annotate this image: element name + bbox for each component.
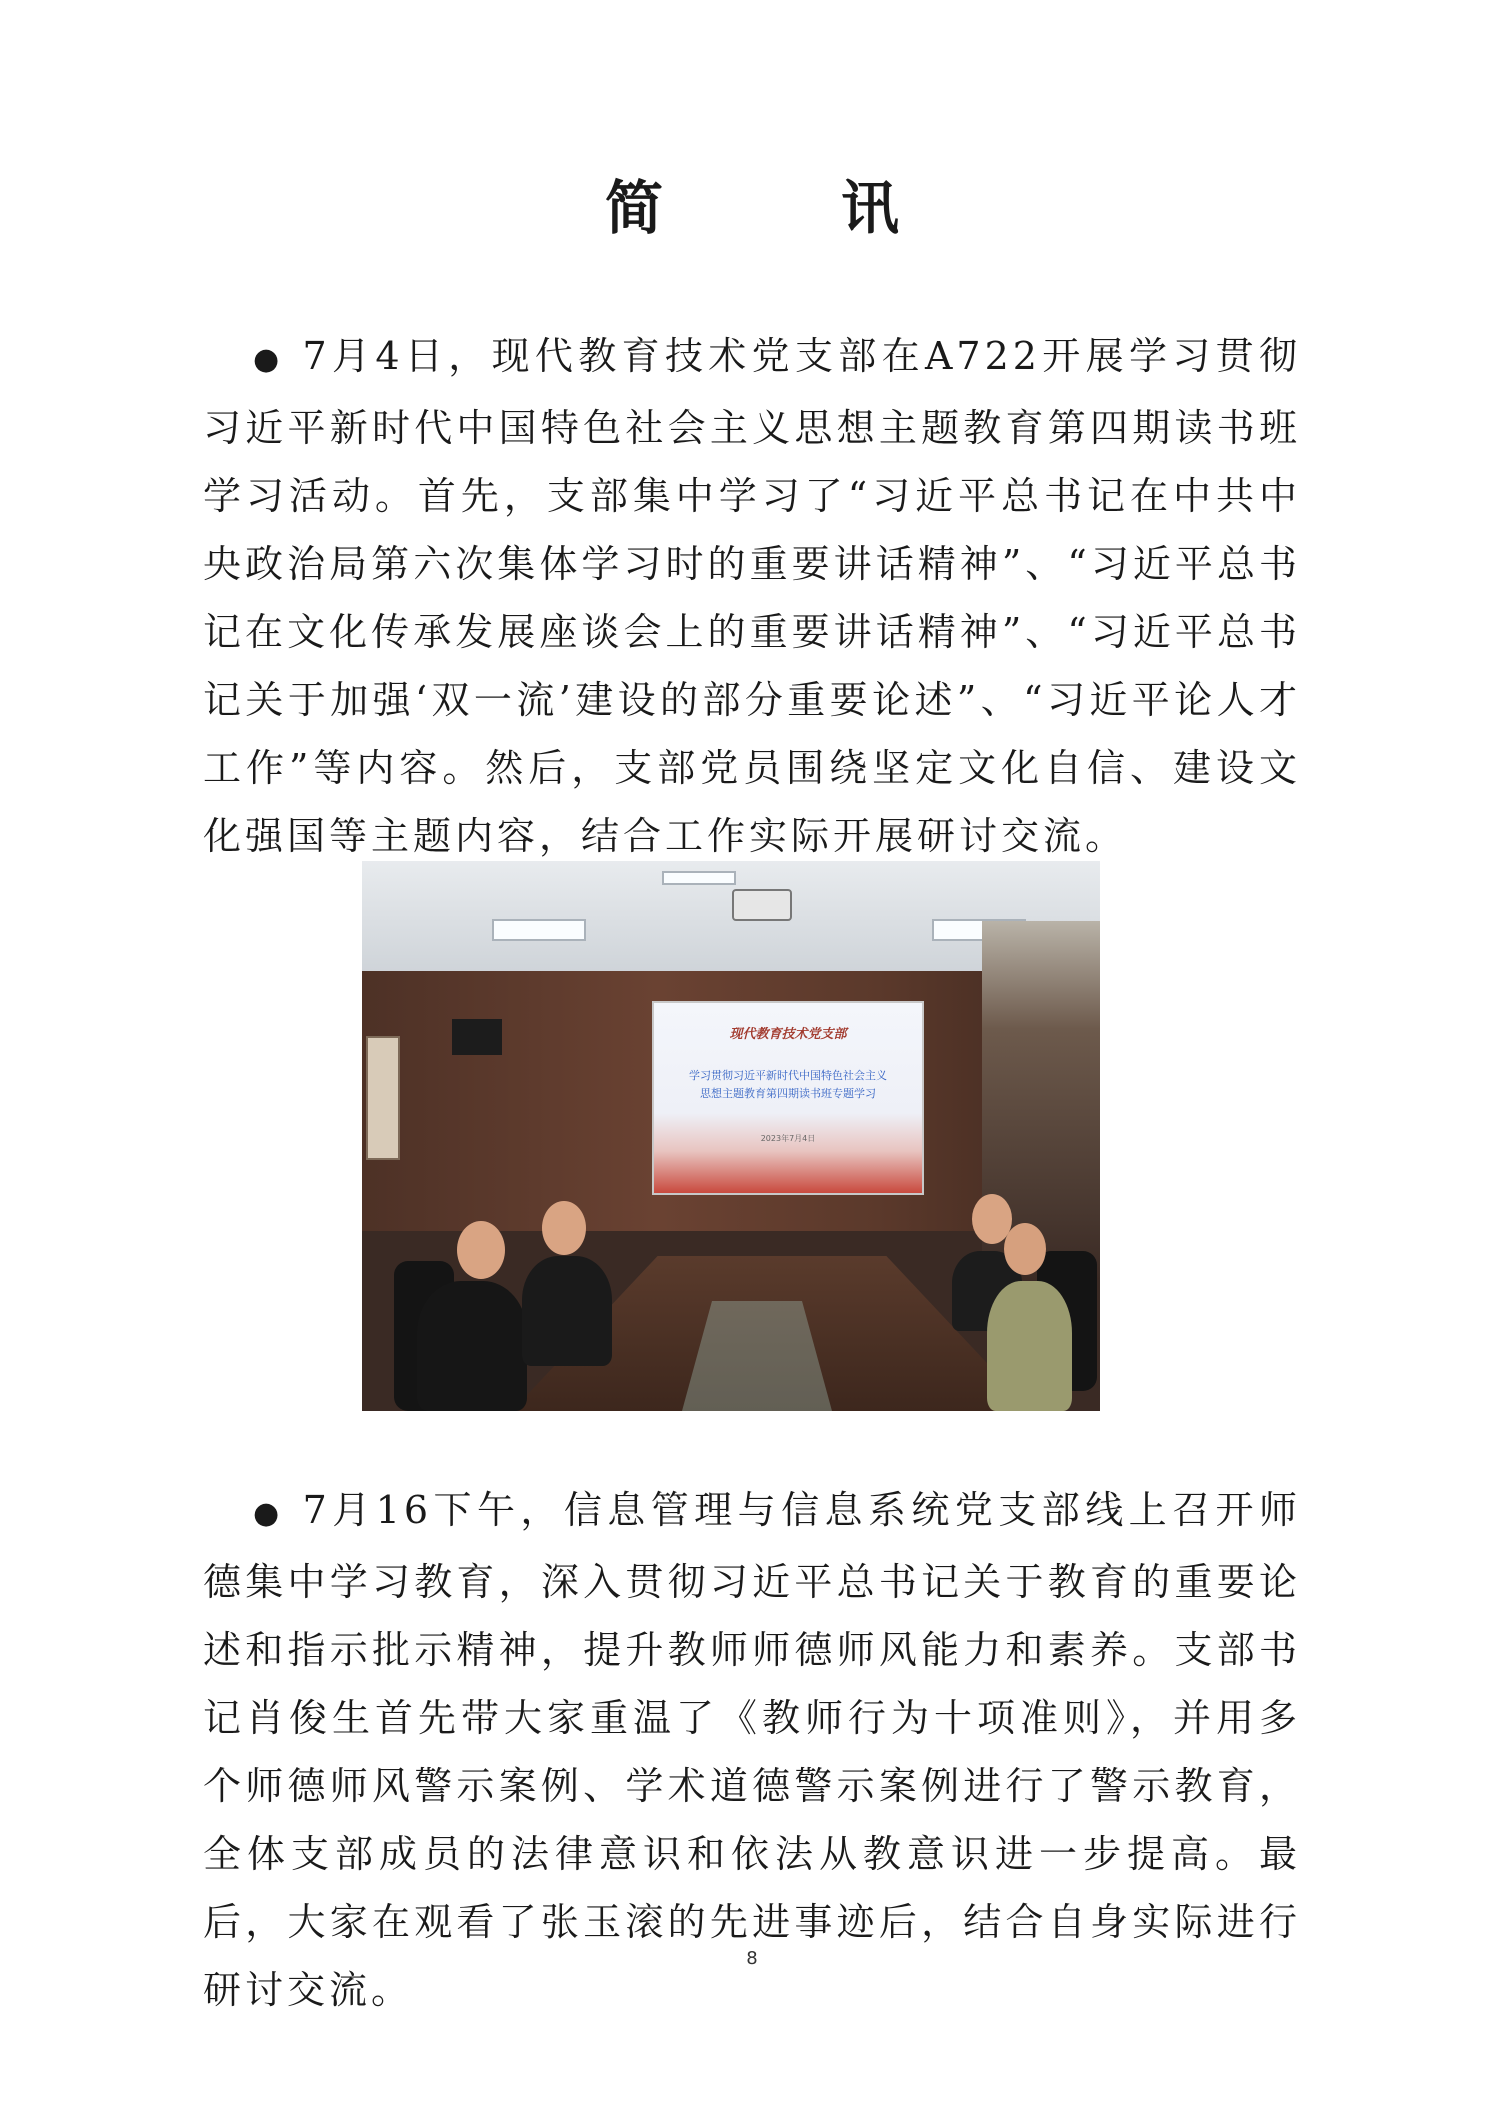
screen-text: [654, 1067, 922, 1103]
projection-screen: [652, 1001, 924, 1195]
speaker-icon: [452, 1019, 502, 1055]
person: [522, 1256, 612, 1366]
paragraph-text: 7月4日，现代教育技术党支部在A722开展学习贯彻习近平新时代中国特色社会主义思想主题教育第四期读书班学习活动。首先，支部集中学习了“习近平总书记在中共中央政治局第六次集体学习时的重要讲话精神”、“习近平总书记在文化传承发展座谈会上的重要讲话精神”、“习近平总书记关于加强‘双一流’建设的部分重要论述”、“习近平论人才工作”等内容。然后，支部党员围绕坚定文化自信、建设文化强国等主题内容，结合工作实际开展研讨交流。: [203, 334, 1301, 858]
person-head: [1004, 1223, 1046, 1275]
page-title: 简 讯: [604, 174, 959, 242]
ceiling-light: [492, 919, 586, 941]
news-paragraph-1: [203, 322, 1301, 870]
screen-date: 2023年7月4日: [760, 1134, 816, 1143]
ceiling-light: [662, 871, 736, 885]
person-head: [457, 1221, 505, 1279]
news-paragraph-2: [203, 1476, 1301, 2024]
person: [417, 1281, 527, 1411]
bullet-icon: ●: [253, 342, 285, 377]
screen-line-1: 学习贯彻习近平新时代中国特色社会主义: [689, 1069, 887, 1082]
screen-line-2: 思想主题教育第四期读书班专题学习: [700, 1087, 876, 1100]
person-head: [542, 1201, 586, 1255]
projector-icon: [732, 889, 792, 921]
notice-board: [366, 1036, 400, 1160]
screen-title: 现代教育技术党支部: [729, 1027, 847, 1042]
bullet-icon: ●: [253, 1496, 285, 1531]
meeting-photo: [362, 861, 1100, 1411]
page-number: 8: [746, 1948, 758, 1969]
paragraph-text: 7月16下午，信息管理与信息系统党支部线上召开师德集中学习教育，深入贯彻习近平总书记关于教育的重要论述和指示批示精神，提升教师师德师风能力和素养。支部书记肖俊生首先带大家重温了《教师行为十项准则》，并用多个师德师风警示案例、学术道德警示案例进行了警示教育，全体支部成员的法律意识和依法从教意识进一步提高。最后，大家在观看了张玉滚的先进事迹后，结合自身实际进行研讨交流。: [203, 1488, 1301, 2012]
person: [987, 1281, 1072, 1411]
